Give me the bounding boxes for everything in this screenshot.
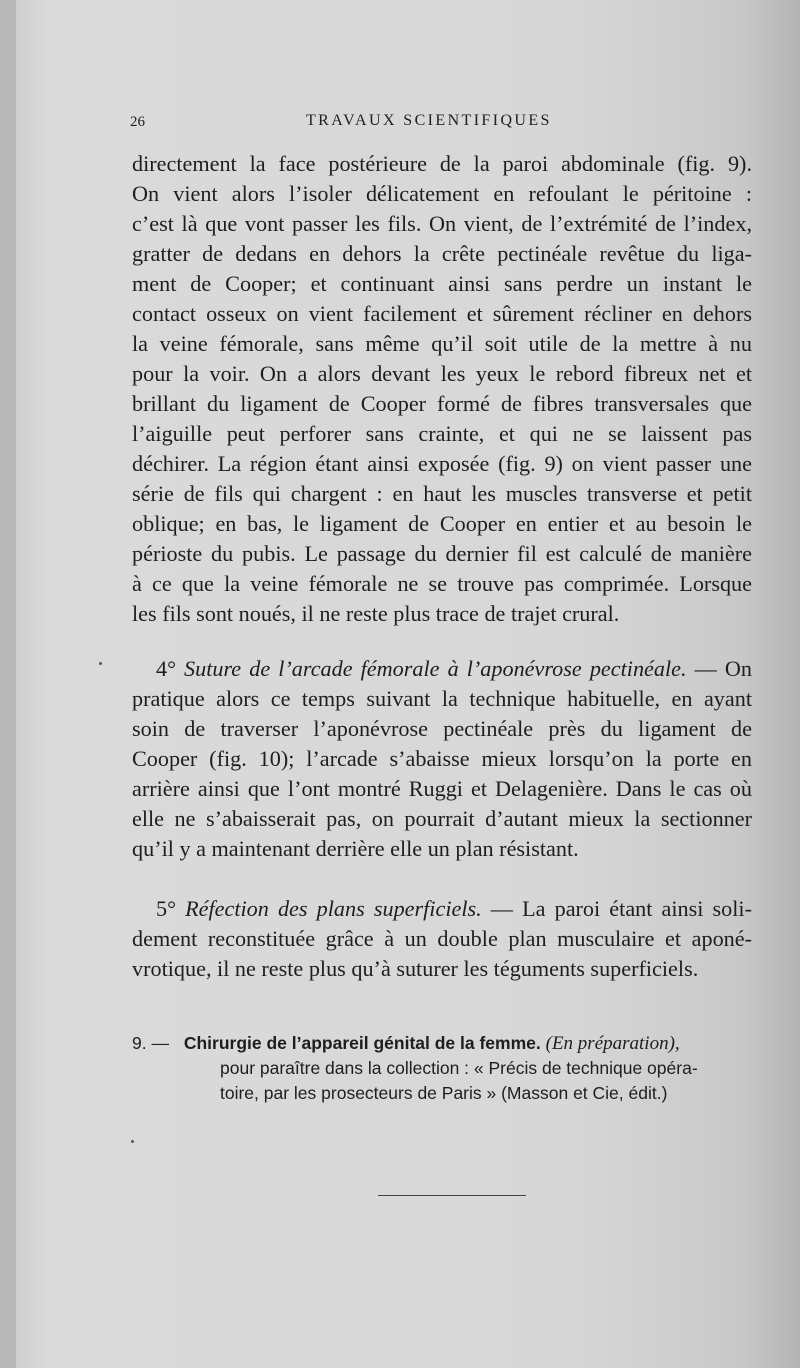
bibliography-entry <box>132 1031 756 1106</box>
entry-status: (En préparation), <box>545 1033 680 1054</box>
text-line: c’est là que vont passer les fils. On vient, de l’extrémité de l’index, <box>132 211 752 236</box>
heading-continuation: — On <box>694 656 753 681</box>
entry-detail-line: pour paraître dans la collection : « Précis de technique opéra- <box>220 1058 698 1078</box>
text-line: arrière ainsi que l’ont montré Ruggi et Delagenière. Dans le cas où <box>132 776 752 801</box>
text-line: On vient alors l’isoler délicatement en refoulant le péritoine : <box>132 181 752 206</box>
entry-title-line <box>132 1031 756 1056</box>
text-line: périoste du pubis. Le passage du dernier fil est calculé de manière <box>132 541 752 566</box>
margin-speck <box>131 1140 134 1143</box>
section-heading: Suture de l’arcade fémorale à l’aponévrose pectinéale. <box>184 656 687 681</box>
text-line: vrotique, il ne reste plus qu’à suturer les téguments superficiels. <box>132 956 699 981</box>
section-number: 4° <box>156 656 176 681</box>
running-title: TRAVAUX SCIENTIFIQUES <box>306 112 552 129</box>
text-line: série de fils qui chargent : en haut les muscles transverse et petit <box>132 481 752 506</box>
heading-continuation: — La paroi étant ainsi soli- <box>490 896 752 921</box>
text-line: ment de Cooper; et continuant ainsi sans perdre un instant le <box>132 271 752 296</box>
section-divider <box>378 1195 526 1196</box>
entry-title: Chirurgie de l’appareil génital de la femme. <box>183 1033 541 1053</box>
text-line: oblique; en bas, le ligament de Cooper en entier et au besoin le <box>132 511 752 536</box>
margin-speck <box>99 662 102 665</box>
text-line: directement la face postérieure de la paroi abdominale (fig. 9). <box>132 151 752 176</box>
text-line: les fils sont noués, il ne reste plus trace de trajet crural. <box>132 601 620 626</box>
paragraph-femoral-exposure <box>132 149 752 629</box>
text-line: brillant du ligament de Cooper formé de fibres transversales que <box>132 391 752 416</box>
section-heading-line <box>132 654 752 684</box>
book-page <box>16 0 800 1368</box>
text-line: déchirer. La région étant ainsi exposée (fig. 9) on vient passer une <box>132 451 752 476</box>
text-line: soin de traverser l’aponévrose pectinéale près du ligament de <box>132 716 752 741</box>
text-line: la veine fémorale, sans même qu’il soit utile de la mettre à nu <box>132 331 752 356</box>
entry-detail-line: toire, par les prosecteurs de Paris » (Masson et Cie, édit.) <box>220 1083 668 1103</box>
text-line: pratique alors ce temps suivant la technique habituelle, en ayant <box>132 686 752 711</box>
text-line: dement reconstituée grâce à un double plan musculaire et aponé- <box>132 926 752 951</box>
running-header <box>130 112 750 136</box>
section-heading-line <box>132 894 752 924</box>
text-line: à ce que la veine fémorale ne se trouve pas comprimée. Lorsque <box>132 571 752 596</box>
entry-number: 9. — <box>132 1033 169 1053</box>
text-line: elle ne s’abaisserait pas, on pourrait d’autant mieux la sectionner <box>132 806 752 831</box>
paragraph-arcade-suture <box>132 654 752 864</box>
text-line: contact osseux on vient facilement et sûrement récliner en dehors <box>132 301 752 326</box>
section-heading: Réfection des plans superficiels. <box>185 896 482 921</box>
paragraph-superficial-planes <box>132 894 752 984</box>
text-line: Cooper (fig. 10); l’arcade s’abaisse mieux lorsqu’on la porte en <box>132 746 752 771</box>
text-line: gratter de dedans en dehors la crête pectinéale revêtue du liga- <box>132 241 752 266</box>
text-line: pour la voir. On a alors devant les yeux le rebord fibreux net et <box>132 361 752 386</box>
text-line: l’aiguille peut perforer sans crainte, et qui ne se laissent pas <box>132 421 752 446</box>
section-number: 5° <box>156 896 176 921</box>
text-line: qu’il y a maintenant derrière elle un plan résistant. <box>132 836 579 861</box>
page-number: 26 <box>130 114 145 130</box>
